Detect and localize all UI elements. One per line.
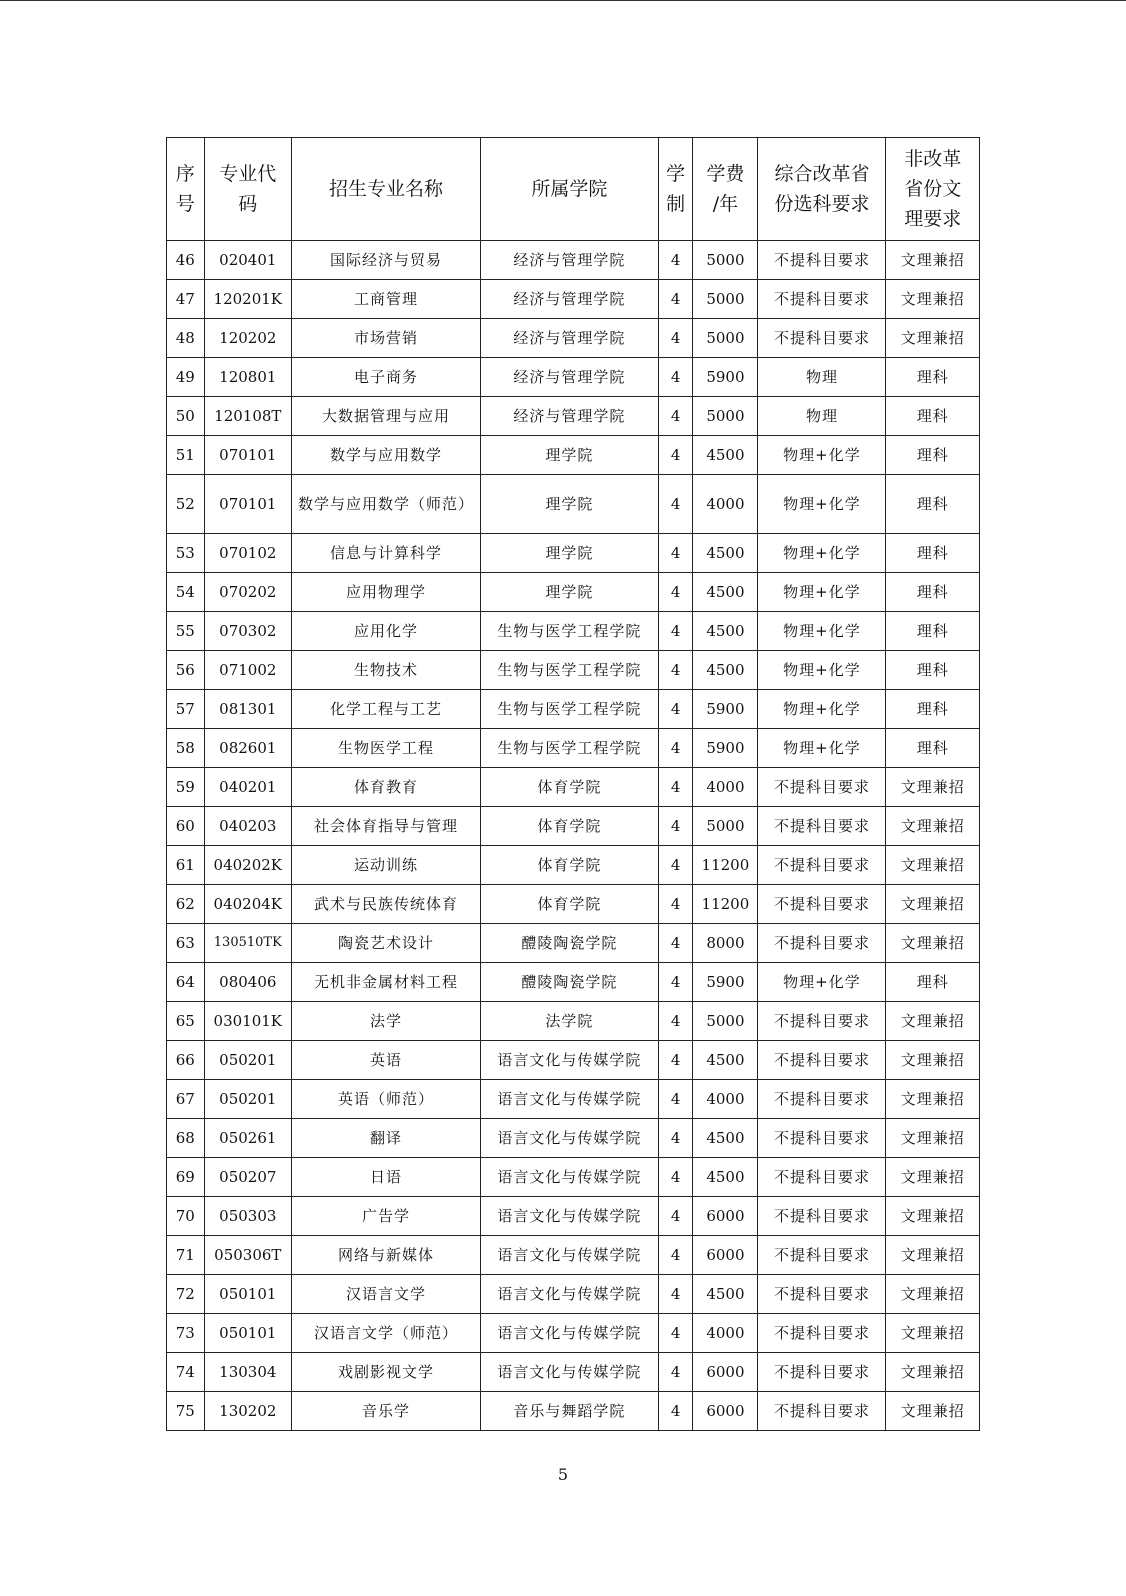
cell-duration: 4 [658, 612, 693, 651]
cell-code: 050306T [204, 1236, 291, 1275]
cell-fee: 4500 [693, 436, 758, 475]
header-name: 招生专业名称 [291, 138, 480, 241]
cell-nonreform: 文理兼招 [886, 241, 980, 280]
cell-fee: 5900 [693, 729, 758, 768]
cell-duration: 4 [658, 1197, 693, 1236]
cell-code: 020401 [204, 241, 291, 280]
cell-nonreform: 理科 [886, 475, 980, 534]
cell-fee: 5000 [693, 397, 758, 436]
cell-nonreform: 文理兼招 [886, 885, 980, 924]
cell-nonreform: 文理兼招 [886, 1392, 980, 1431]
cell-fee: 5900 [693, 963, 758, 1002]
cell-code: 082601 [204, 729, 291, 768]
cell-code: 050207 [204, 1158, 291, 1197]
table-row [167, 1275, 980, 1314]
header-reform: 综合改革省 份选科要求 [758, 138, 886, 241]
cell-reform: 不提科目要求 [758, 768, 886, 807]
cell-college: 生物与医学工程学院 [481, 690, 659, 729]
cell-code: 120202 [204, 319, 291, 358]
cell-college: 语言文化与传媒学院 [481, 1158, 659, 1197]
cell-reform: 物理 [758, 358, 886, 397]
cell-fee: 5000 [693, 319, 758, 358]
cell-reform: 不提科目要求 [758, 1314, 886, 1353]
cell-college: 体育学院 [481, 807, 659, 846]
cell-name: 数学与应用数学 [291, 436, 480, 475]
cell-seq: 46 [167, 241, 205, 280]
cell-nonreform: 文理兼招 [886, 1119, 980, 1158]
cell-code: 130304 [204, 1353, 291, 1392]
cell-fee: 4500 [693, 1041, 758, 1080]
cell-seq: 58 [167, 729, 205, 768]
cell-reform: 物理 [758, 397, 886, 436]
cell-fee: 5000 [693, 280, 758, 319]
cell-fee: 4000 [693, 1080, 758, 1119]
cell-nonreform: 文理兼招 [886, 1080, 980, 1119]
cell-name: 网络与新媒体 [291, 1236, 480, 1275]
cell-reform: 不提科目要求 [758, 1041, 886, 1080]
cell-seq: 73 [167, 1314, 205, 1353]
cell-duration: 4 [658, 651, 693, 690]
cell-reform: 物理+化学 [758, 534, 886, 573]
cell-duration: 4 [658, 1158, 693, 1197]
cell-duration: 4 [658, 924, 693, 963]
cell-seq: 56 [167, 651, 205, 690]
cell-duration: 4 [658, 241, 693, 280]
cell-nonreform: 文理兼招 [886, 319, 980, 358]
header-fee: 学费 /年 [693, 138, 758, 241]
table-row [167, 1119, 980, 1158]
cell-seq: 74 [167, 1353, 205, 1392]
cell-seq: 63 [167, 924, 205, 963]
cell-nonreform: 文理兼招 [886, 807, 980, 846]
cell-college: 语言文化与传媒学院 [481, 1041, 659, 1080]
cell-seq: 67 [167, 1080, 205, 1119]
cell-college: 语言文化与传媒学院 [481, 1314, 659, 1353]
table-row [167, 768, 980, 807]
cell-duration: 4 [658, 1353, 693, 1392]
cell-code: 070202 [204, 573, 291, 612]
cell-code: 120201K [204, 280, 291, 319]
cell-seq: 60 [167, 807, 205, 846]
table-row [167, 1314, 980, 1353]
cell-seq: 70 [167, 1197, 205, 1236]
header-row [167, 138, 980, 241]
cell-reform: 不提科目要求 [758, 1353, 886, 1392]
cell-college: 理学院 [481, 573, 659, 612]
cell-reform: 不提科目要求 [758, 1275, 886, 1314]
cell-reform: 物理+化学 [758, 963, 886, 1002]
cell-reform: 不提科目要求 [758, 924, 886, 963]
cell-reform: 不提科目要求 [758, 885, 886, 924]
cell-code: 040201 [204, 768, 291, 807]
cell-fee: 5000 [693, 807, 758, 846]
cell-name: 大数据管理与应用 [291, 397, 480, 436]
cell-name: 化学工程与工艺 [291, 690, 480, 729]
cell-code: 080406 [204, 963, 291, 1002]
table-row [167, 397, 980, 436]
cell-seq: 72 [167, 1275, 205, 1314]
top-rule [0, 0, 1126, 1]
cell-nonreform: 理科 [886, 690, 980, 729]
table-row [167, 475, 980, 534]
cell-college: 经济与管理学院 [481, 358, 659, 397]
table-row [167, 1080, 980, 1119]
cell-nonreform: 理科 [886, 651, 980, 690]
cell-seq: 53 [167, 534, 205, 573]
cell-name: 应用化学 [291, 612, 480, 651]
cell-reform: 物理+化学 [758, 729, 886, 768]
table-row [167, 358, 980, 397]
cell-seq: 66 [167, 1041, 205, 1080]
cell-reform: 物理+化学 [758, 573, 886, 612]
cell-code: 130510TK [204, 924, 291, 963]
cell-fee: 4500 [693, 534, 758, 573]
cell-name: 工商管理 [291, 280, 480, 319]
cell-fee: 4500 [693, 1158, 758, 1197]
table-row [167, 807, 980, 846]
header-college: 所属学院 [481, 138, 659, 241]
cell-code: 120108T [204, 397, 291, 436]
cell-college: 生物与医学工程学院 [481, 651, 659, 690]
cell-duration: 4 [658, 1314, 693, 1353]
cell-name: 国际经济与贸易 [291, 241, 480, 280]
cell-name: 体育教育 [291, 768, 480, 807]
cell-code: 070101 [204, 475, 291, 534]
majors-table [166, 137, 980, 1431]
cell-reform: 不提科目要求 [758, 1236, 886, 1275]
cell-duration: 4 [658, 729, 693, 768]
cell-reform: 不提科目要求 [758, 319, 886, 358]
cell-reform: 不提科目要求 [758, 1080, 886, 1119]
cell-name: 音乐学 [291, 1392, 480, 1431]
cell-name: 应用物理学 [291, 573, 480, 612]
cell-name: 日语 [291, 1158, 480, 1197]
cell-code: 050261 [204, 1119, 291, 1158]
cell-name: 汉语言文学（师范） [291, 1314, 480, 1353]
cell-name: 无机非金属材料工程 [291, 963, 480, 1002]
cell-seq: 51 [167, 436, 205, 475]
cell-fee: 4000 [693, 475, 758, 534]
cell-fee: 5000 [693, 1002, 758, 1041]
cell-reform: 不提科目要求 [758, 807, 886, 846]
cell-reform: 不提科目要求 [758, 241, 886, 280]
cell-reform: 物理+化学 [758, 612, 886, 651]
cell-reform: 物理+化学 [758, 475, 886, 534]
header-duration: 学 制 [658, 138, 693, 241]
cell-nonreform: 文理兼招 [886, 846, 980, 885]
cell-duration: 4 [658, 358, 693, 397]
cell-seq: 50 [167, 397, 205, 436]
cell-name: 电子商务 [291, 358, 480, 397]
cell-college: 理学院 [481, 534, 659, 573]
cell-college: 语言文化与传媒学院 [481, 1197, 659, 1236]
header-nonreform: 非改革 省份文 理要求 [886, 138, 980, 241]
cell-reform: 不提科目要求 [758, 1158, 886, 1197]
cell-seq: 64 [167, 963, 205, 1002]
cell-code: 070101 [204, 436, 291, 475]
cell-seq: 49 [167, 358, 205, 397]
cell-fee: 8000 [693, 924, 758, 963]
table-row [167, 241, 980, 280]
cell-college: 体育学院 [481, 846, 659, 885]
cell-college: 语言文化与传媒学院 [481, 1080, 659, 1119]
table-row [167, 846, 980, 885]
cell-fee: 5900 [693, 358, 758, 397]
cell-reform: 不提科目要求 [758, 1002, 886, 1041]
cell-duration: 4 [658, 573, 693, 612]
table-row [167, 573, 980, 612]
cell-name: 运动训练 [291, 846, 480, 885]
header-code: 专业代 码 [204, 138, 291, 241]
header-seq: 序 号 [167, 138, 205, 241]
table-row [167, 885, 980, 924]
cell-name: 法学 [291, 1002, 480, 1041]
cell-seq: 54 [167, 573, 205, 612]
cell-seq: 48 [167, 319, 205, 358]
cell-reform: 不提科目要求 [758, 280, 886, 319]
table-row [167, 534, 980, 573]
table-row [167, 963, 980, 1002]
cell-duration: 4 [658, 319, 693, 358]
table-row [167, 924, 980, 963]
cell-fee: 4000 [693, 768, 758, 807]
cell-nonreform: 理科 [886, 963, 980, 1002]
cell-nonreform: 文理兼招 [886, 1353, 980, 1392]
cell-college: 法学院 [481, 1002, 659, 1041]
cell-fee: 4500 [693, 1119, 758, 1158]
cell-college: 经济与管理学院 [481, 319, 659, 358]
cell-duration: 4 [658, 1041, 693, 1080]
table-row [167, 690, 980, 729]
cell-duration: 4 [658, 846, 693, 885]
cell-code: 120801 [204, 358, 291, 397]
table-body [167, 241, 980, 1431]
table-row [167, 1002, 980, 1041]
cell-college: 理学院 [481, 475, 659, 534]
table-row [167, 651, 980, 690]
cell-duration: 4 [658, 1119, 693, 1158]
cell-code: 040204K [204, 885, 291, 924]
cell-name: 广告学 [291, 1197, 480, 1236]
table-row [167, 612, 980, 651]
cell-reform: 物理+化学 [758, 690, 886, 729]
cell-name: 陶瓷艺术设计 [291, 924, 480, 963]
cell-nonreform: 文理兼招 [886, 1041, 980, 1080]
cell-college: 语言文化与传媒学院 [481, 1353, 659, 1392]
cell-fee: 4500 [693, 1275, 758, 1314]
cell-nonreform: 文理兼招 [886, 1197, 980, 1236]
cell-seq: 52 [167, 475, 205, 534]
cell-code: 070102 [204, 534, 291, 573]
page-number: 5 [557, 1465, 569, 1484]
cell-code: 030101K [204, 1002, 291, 1041]
cell-duration: 4 [658, 1236, 693, 1275]
cell-fee: 5900 [693, 690, 758, 729]
cell-duration: 4 [658, 768, 693, 807]
cell-code: 040203 [204, 807, 291, 846]
table-row [167, 1392, 980, 1431]
cell-name: 武术与民族传统体育 [291, 885, 480, 924]
cell-reform: 不提科目要求 [758, 1119, 886, 1158]
cell-seq: 59 [167, 768, 205, 807]
cell-nonreform: 理科 [886, 534, 980, 573]
cell-nonreform: 理科 [886, 573, 980, 612]
cell-code: 130202 [204, 1392, 291, 1431]
cell-fee: 4000 [693, 1314, 758, 1353]
cell-code: 050101 [204, 1275, 291, 1314]
cell-college: 醴陵陶瓷学院 [481, 963, 659, 1002]
cell-nonreform: 理科 [886, 729, 980, 768]
cell-nonreform: 理科 [886, 436, 980, 475]
cell-fee: 6000 [693, 1392, 758, 1431]
cell-duration: 4 [658, 1080, 693, 1119]
cell-college: 醴陵陶瓷学院 [481, 924, 659, 963]
cell-duration: 4 [658, 436, 693, 475]
cell-seq: 75 [167, 1392, 205, 1431]
cell-seq: 69 [167, 1158, 205, 1197]
cell-seq: 71 [167, 1236, 205, 1275]
cell-name: 生物医学工程 [291, 729, 480, 768]
cell-code: 071002 [204, 651, 291, 690]
cell-duration: 4 [658, 963, 693, 1002]
cell-nonreform: 文理兼招 [886, 924, 980, 963]
cell-nonreform: 文理兼招 [886, 1236, 980, 1275]
cell-fee: 4500 [693, 612, 758, 651]
table-row [167, 1197, 980, 1236]
cell-name: 数学与应用数学（师范） [291, 475, 480, 534]
cell-nonreform: 理科 [886, 358, 980, 397]
cell-duration: 4 [658, 1392, 693, 1431]
cell-code: 050201 [204, 1080, 291, 1119]
cell-nonreform: 文理兼招 [886, 1314, 980, 1353]
cell-nonreform: 文理兼招 [886, 768, 980, 807]
cell-seq: 65 [167, 1002, 205, 1041]
cell-seq: 68 [167, 1119, 205, 1158]
cell-fee: 5000 [693, 241, 758, 280]
cell-reform: 物理+化学 [758, 651, 886, 690]
cell-seq: 62 [167, 885, 205, 924]
cell-college: 体育学院 [481, 768, 659, 807]
cell-college: 经济与管理学院 [481, 241, 659, 280]
cell-college: 音乐与舞蹈学院 [481, 1392, 659, 1431]
cell-nonreform: 文理兼招 [886, 1002, 980, 1041]
cell-seq: 55 [167, 612, 205, 651]
cell-name: 英语（师范） [291, 1080, 480, 1119]
cell-seq: 47 [167, 280, 205, 319]
cell-college: 理学院 [481, 436, 659, 475]
cell-code: 040202K [204, 846, 291, 885]
table-row [167, 319, 980, 358]
table-row [167, 1158, 980, 1197]
cell-fee: 6000 [693, 1236, 758, 1275]
cell-duration: 4 [658, 885, 693, 924]
cell-code: 050101 [204, 1314, 291, 1353]
table-row [167, 1236, 980, 1275]
cell-seq: 61 [167, 846, 205, 885]
cell-reform: 物理+化学 [758, 436, 886, 475]
cell-name: 市场营销 [291, 319, 480, 358]
cell-duration: 4 [658, 1002, 693, 1041]
cell-duration: 4 [658, 280, 693, 319]
table-row [167, 729, 980, 768]
table-row [167, 1353, 980, 1392]
cell-college: 经济与管理学院 [481, 280, 659, 319]
cell-seq: 57 [167, 690, 205, 729]
table-row [167, 280, 980, 319]
cell-reform: 不提科目要求 [758, 1392, 886, 1431]
cell-name: 社会体育指导与管理 [291, 807, 480, 846]
cell-duration: 4 [658, 397, 693, 436]
cell-name: 汉语言文学 [291, 1275, 480, 1314]
cell-name: 翻译 [291, 1119, 480, 1158]
cell-code: 050201 [204, 1041, 291, 1080]
table-row [167, 436, 980, 475]
cell-duration: 4 [658, 807, 693, 846]
cell-fee: 11200 [693, 846, 758, 885]
cell-duration: 4 [658, 534, 693, 573]
cell-college: 生物与医学工程学院 [481, 612, 659, 651]
cell-nonreform: 文理兼招 [886, 280, 980, 319]
table-row [167, 1041, 980, 1080]
cell-name: 生物技术 [291, 651, 480, 690]
cell-reform: 不提科目要求 [758, 1197, 886, 1236]
cell-code: 081301 [204, 690, 291, 729]
cell-duration: 4 [658, 690, 693, 729]
cell-college: 语言文化与传媒学院 [481, 1236, 659, 1275]
cell-duration: 4 [658, 1275, 693, 1314]
cell-name: 戏剧影视文学 [291, 1353, 480, 1392]
cell-nonreform: 理科 [886, 612, 980, 651]
cell-fee: 4500 [693, 651, 758, 690]
cell-reform: 不提科目要求 [758, 846, 886, 885]
cell-fee: 11200 [693, 885, 758, 924]
cell-duration: 4 [658, 475, 693, 534]
cell-fee: 6000 [693, 1197, 758, 1236]
cell-fee: 4500 [693, 573, 758, 612]
cell-nonreform: 理科 [886, 397, 980, 436]
cell-code: 070302 [204, 612, 291, 651]
cell-college: 体育学院 [481, 885, 659, 924]
cell-college: 经济与管理学院 [481, 397, 659, 436]
cell-code: 050303 [204, 1197, 291, 1236]
cell-fee: 6000 [693, 1353, 758, 1392]
cell-college: 生物与医学工程学院 [481, 729, 659, 768]
cell-college: 语言文化与传媒学院 [481, 1275, 659, 1314]
cell-nonreform: 文理兼招 [886, 1275, 980, 1314]
cell-nonreform: 文理兼招 [886, 1158, 980, 1197]
cell-name: 信息与计算科学 [291, 534, 480, 573]
cell-college: 语言文化与传媒学院 [481, 1119, 659, 1158]
cell-name: 英语 [291, 1041, 480, 1080]
